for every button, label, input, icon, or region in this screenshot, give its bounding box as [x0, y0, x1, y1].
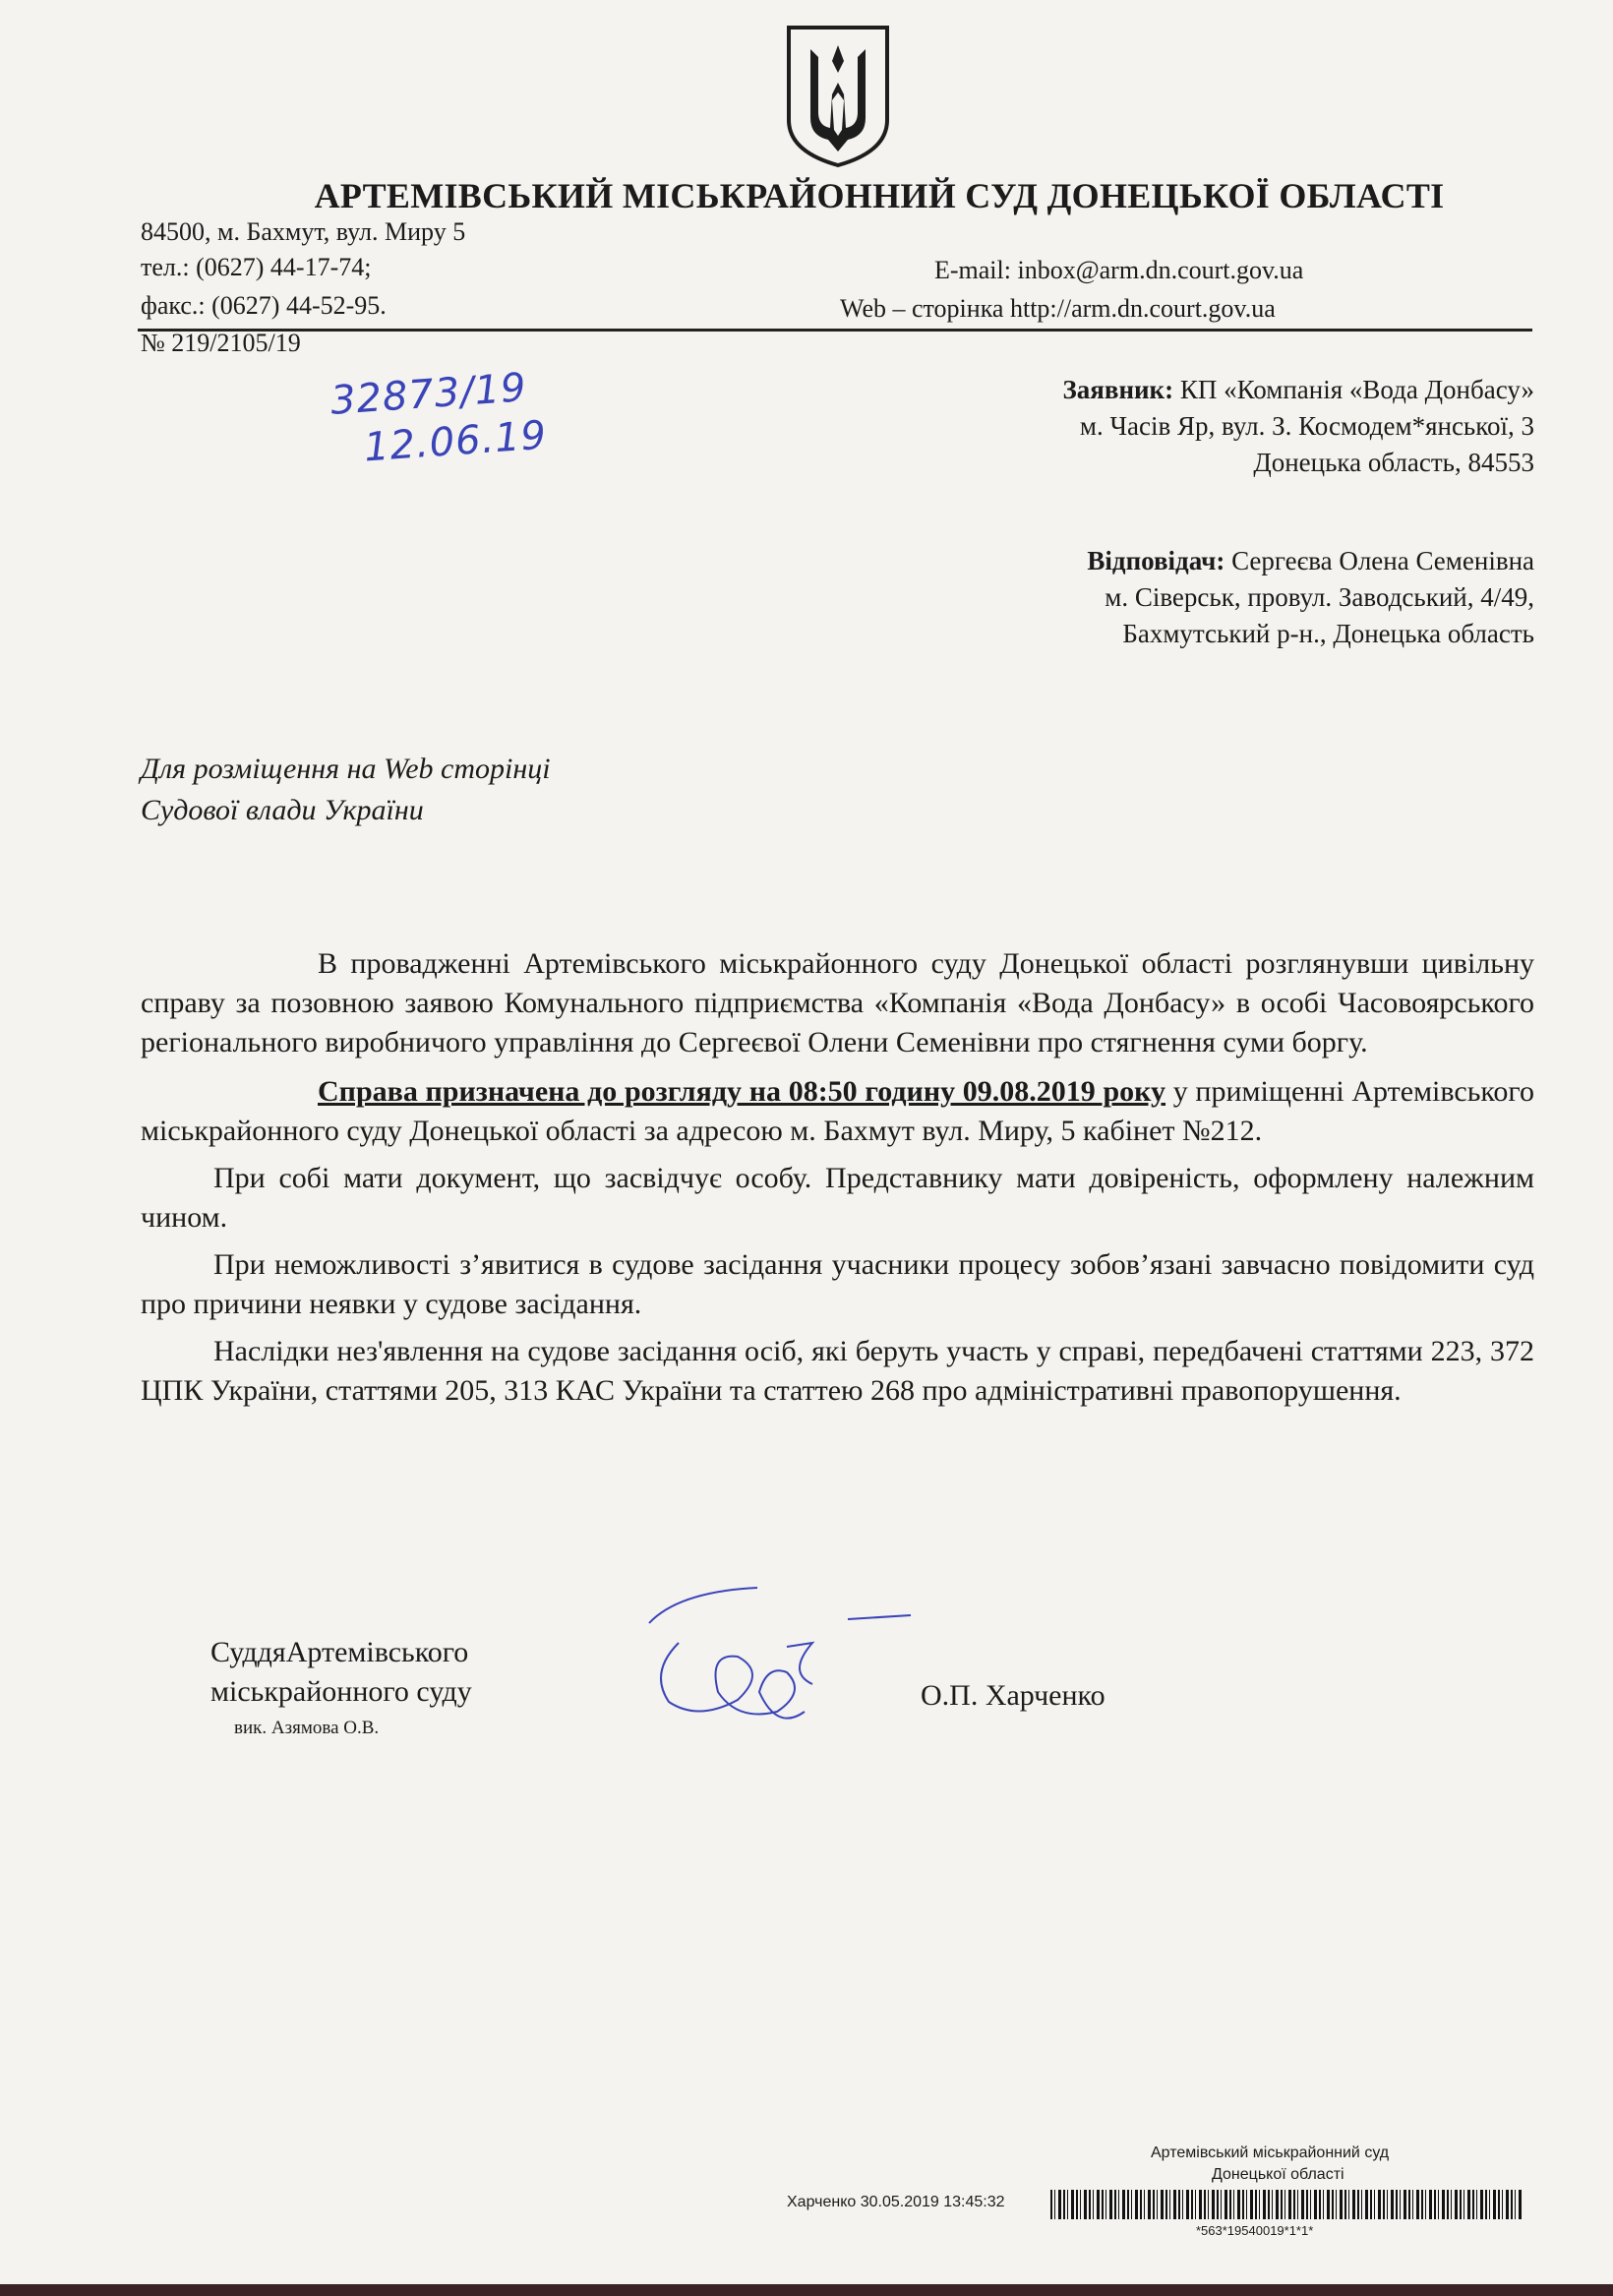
respondent-address-line1: м. Сіверськ, провул. Заводський, 4/49, — [1105, 582, 1534, 612]
respondent-name: Сергеєва Олена Семенівна — [1225, 546, 1534, 575]
judge-name: О.П. Харченко — [921, 1679, 1105, 1712]
body-paragraph-3: При собі мати документ, що засвідчує особу. Представнику мати довіреність, оформлену належним чином. — [141, 1162, 1534, 1234]
handwritten-reg-number: 32873/19 — [329, 365, 528, 424]
respondent-block — [649, 543, 1534, 652]
handwritten-reg-date: 12.06.19 — [362, 412, 549, 471]
court-website: Web – сторінка http://arm.dn.court.gov.ua — [840, 294, 1276, 323]
court-name: АРТЕМІВСЬКИЙ МІСЬКРАЙОННИЙ СУД ДОНЕЦЬКОЇ ОБЛАСТІ — [314, 176, 1445, 215]
body-paragraph-2 — [141, 1072, 1534, 1151]
stamp-signed-by: Харченко 30.05.2019 13:45:32 — [787, 2194, 1005, 2210]
placement-note-line1: Для розміщення на Web сторінці — [141, 753, 551, 785]
judge-position-line2: міськрайонного суду — [210, 1675, 472, 1708]
hearing-date-emphasis: Справа призначена до розгляду на 08:50 годину 09.08.2019 року — [318, 1075, 1166, 1108]
coat-of-arms-icon — [783, 22, 893, 169]
respondent-address-line2: Бахмутський р-н., Донецька область — [1122, 619, 1534, 648]
body-paragraph-5: Наслідки нез'явлення на судове засідання осіб, які беруть участь у справі, передбачені статтями 223, 372 ЦПК України, статтями 205, 313 КАС України та статтею 268 про адміністративні правопорушення. — [141, 1335, 1534, 1407]
applicant-block — [649, 372, 1534, 481]
judge-position-line1: СуддяАртемівського — [210, 1636, 469, 1668]
executor-note: вик. Азямова О.В. — [234, 1718, 380, 1738]
hearing-location: у приміщенні Артемівського міськрайонного суду Донецької області за адресою м. Бахмут вул. Миру, 5 кабінет №212. — [141, 1075, 1534, 1147]
body-paragraph-1: В провадженні Артемівського міськрайонного суду Донецької області розглянувши цивільну справу за позовною заявою Комунального підприємства «Компанія «Вода Донбасу» в особі Часовоярського регіонального виробничого управління до Сергеєвої Олени Семенівни про стягнення суми боргу. — [141, 947, 1534, 1058]
applicant-name: КП «Компанія «Вода Донбасу» — [1173, 375, 1534, 404]
court-fax: факс.: (0627) 44-52-95. — [141, 291, 387, 320]
body-paragraph-4: При неможливості з’явитися в судове засідання учасники процесу зобов’язані завчасно повідомити суд про причини неявки у судове засідання. — [141, 1248, 1534, 1320]
court-email: E-mail: inbox@arm.dn.court.gov.ua — [934, 256, 1304, 284]
applicant-address-line2: Донецька область, 84553 — [1253, 448, 1534, 477]
court-address: 84500, м. Бахмут, вул. Миру 5 — [141, 217, 466, 246]
barcode-icon — [1050, 2190, 1523, 2219]
respondent-label: Відповідач: — [1087, 546, 1225, 575]
judge-position — [210, 1633, 472, 1712]
stamp-court-line1: Артемівський міськрайонний суд — [1151, 2145, 1390, 2161]
signature-icon — [639, 1574, 925, 1741]
applicant-label: Заявник: — [1062, 375, 1174, 404]
notice-body — [141, 944, 1534, 1411]
applicant-address-line1: м. Часів Яр, вул. З. Космодем*янської, 3 — [1079, 411, 1534, 441]
stamp-court-line2: Донецької області — [1212, 2166, 1344, 2183]
header-divider — [138, 329, 1532, 332]
barcode-text: *563*19540019*1*1* — [1196, 2223, 1314, 2238]
scan-edge — [0, 2284, 1613, 2296]
placement-note — [141, 749, 551, 831]
case-number: № 219/2105/19 — [141, 329, 301, 357]
court-phone: тел.: (0627) 44-17-74; — [141, 253, 372, 281]
placement-note-line2: Судової влади України — [141, 794, 424, 826]
